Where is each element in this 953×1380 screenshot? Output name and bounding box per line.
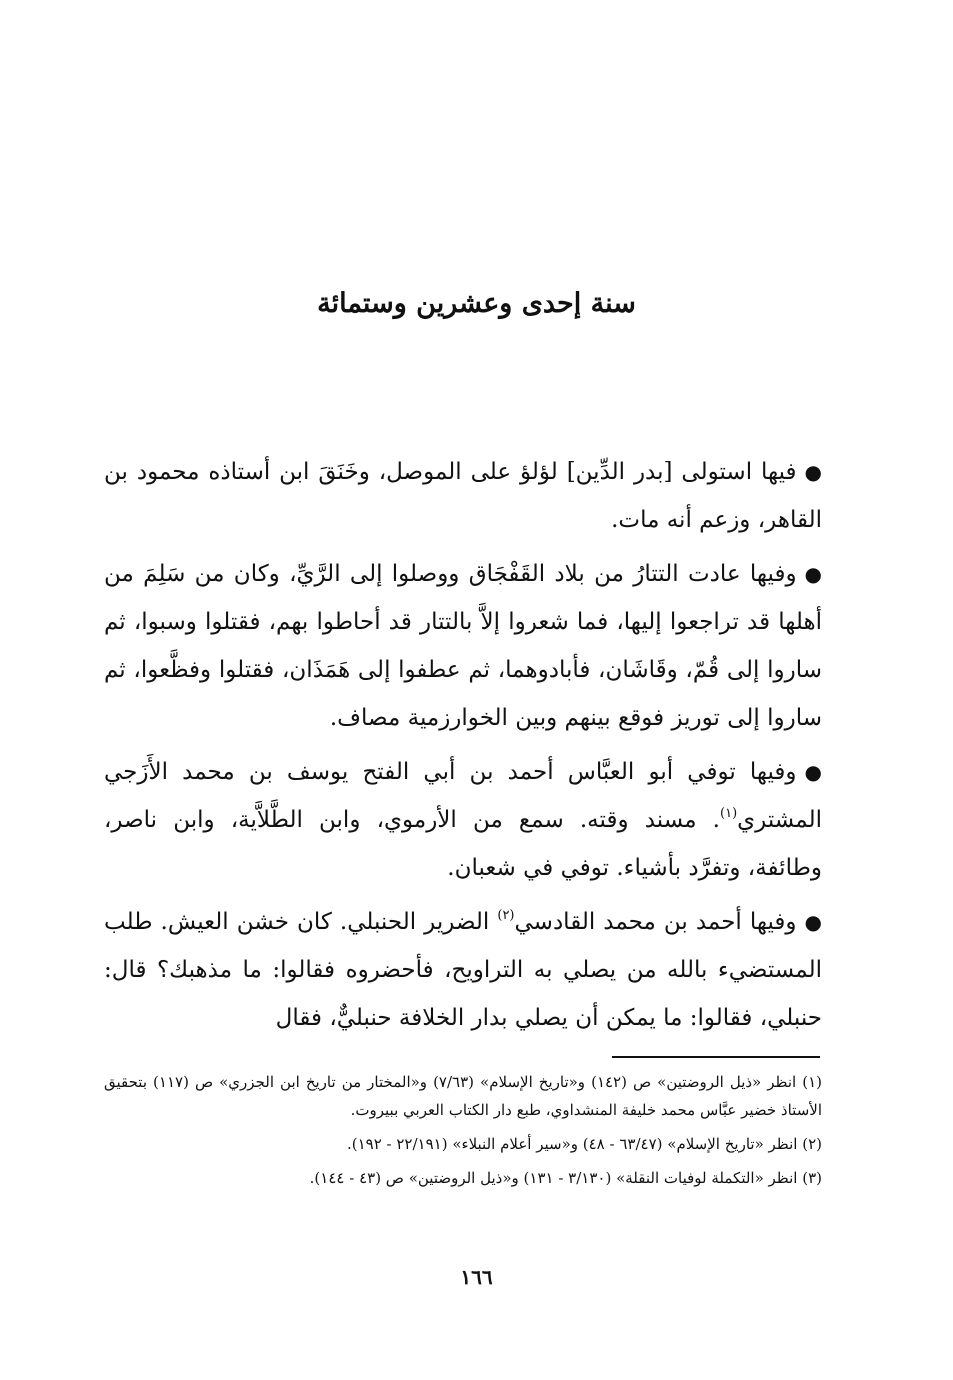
bullet-icon: ● [804, 460, 822, 484]
paragraph-4 [104, 898, 822, 1042]
paragraph-3 [104, 748, 822, 892]
footnote-reference: (١) [720, 806, 738, 821]
footnote-reference: (٢) [497, 908, 515, 923]
bullet-icon: ● [804, 910, 822, 934]
paragraph-text: فيها استولى [بدر الدِّين] لؤلؤ على الموصل، وخَنَقَ ابن أستاذه محمود بن القاهر، وزعم أنه مات. [104, 459, 822, 533]
section-heading: سنة إحدى وعشرين وستمائة [317, 288, 636, 319]
footnote-3: (٣) انظر «التكملة لوفيات النقلة» (٣/١٣٠ - ١٣١) و«ذيل الروضتين» ص (٤٣ - ١٤٤). [309, 1169, 822, 1187]
paragraph-2 [104, 550, 822, 742]
paragraph-1 [104, 448, 822, 544]
paragraph-text: . مسند وقته. سمع من الأرموي، وابن الطَّلاَّية، وابن ناصر، وطائفة، وتفرَّد بأشياء. توفي في شعبان. [104, 807, 822, 881]
footnote-separator [612, 1056, 820, 1058]
page-number: ١٦٦ [460, 1265, 493, 1289]
footnote-1: (١) انظر «ذيل الروضتين» ص (١٤٢) و«تاريخ الإسلام» (٧/٦٣) و«المختار من تاريخ ابن الجزري» ص (١١٧) بتحقيق الأستاذ خضير عبَّاس محمد خليفة المنشداوي، طبع دار الكتاب العربي ببيروت. [104, 1073, 822, 1119]
bullet-icon: ● [804, 562, 822, 586]
paragraph-text: وفيها توفي أبو العبَّاس أحمد بن أبي الفتح يوسف بن محمد الأَزَجي المشتري [104, 759, 822, 833]
footnote-2: (٢) انظر «تاريخ الإسلام» (٦٣/٤٧ - ٤٨) و«سير أعلام النبلاء» (٢٢/١٩١ - ١٩٢). [346, 1135, 822, 1153]
paragraph-text: وفيها أحمد بن محمد القادسي [514, 909, 797, 935]
paragraph-text: وفيها عادت التتارُ من بلاد القَفْجَاق ووصلوا إلى الرَّيِّ، وكان من سَلِمَ من أهلها قد تراجعوا إليها، فما شعروا إلاَّ بالتتار قد أحاطوا بهم، فقتلوا وسبوا، ثم ساروا إلى قُمّ، وقَاشَان، فأبادوهما، ثم عطفوا إلى هَمَذَان، فقتلوا وفظَّعوا، ثم ساروا إلى توريز فوقع بينهم وبين الخوارزمية مصاف. [104, 561, 822, 731]
bullet-icon: ● [804, 760, 822, 784]
main-text [104, 448, 822, 1048]
footnotes [104, 1068, 822, 1198]
paragraph-text: الضرير الحنبلي. كان خشن العيش. طلب المستضيء بالله من يصلي به التراويح، فأحضروه فقالوا: ما مذهبك؟ قال: حنبلي، فقالوا: ما يمكن أن يصلي بدار الخلافة حنبليٌّ، فقال [104, 909, 822, 1031]
